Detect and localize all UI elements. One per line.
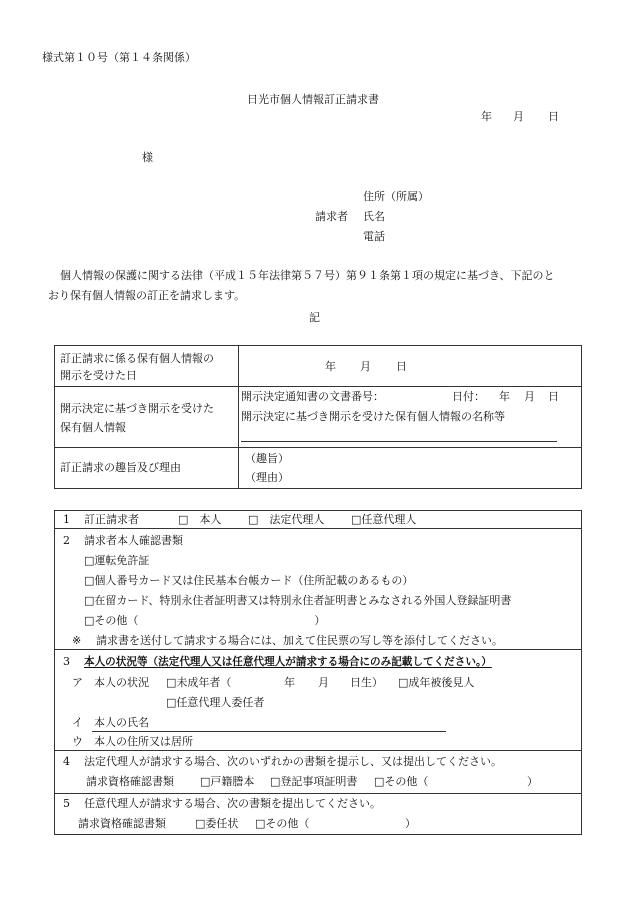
principal-birth-month[interactable]: 月 xyxy=(318,676,329,689)
notice-doc-number[interactable]: 開示決定通知書の文書番号： xyxy=(241,390,384,403)
family-register-checkbox[interactable]: □戸籍謄本 xyxy=(200,775,255,788)
section-1-label: 訂正請求者 xyxy=(84,513,139,526)
addressee-suffix: 様 xyxy=(142,151,153,164)
section-3a-mark: ア xyxy=(72,676,83,689)
disclosure-month[interactable]: 月 xyxy=(360,360,371,373)
principal-adult-ward-checkbox[interactable]: □成年被後見人 xyxy=(398,676,475,689)
notice-year[interactable]: 年 xyxy=(499,390,510,403)
disclosed-info-name-line[interactable] xyxy=(241,441,557,442)
section-4-number: 4 xyxy=(63,755,70,768)
section-5-docs-label: 請求資格確認書類 xyxy=(78,817,166,830)
principal-name-line[interactable] xyxy=(92,731,446,732)
ki-label: 記 xyxy=(309,311,320,324)
disclosed-info-name-label: 開示決定に基づき開示を受けた保有個人情報の名称等 xyxy=(241,410,505,423)
section-4-other-close: ） xyxy=(527,775,538,788)
form-number: 様式第１０号（第１４条関係） xyxy=(42,51,196,64)
disclosed-info-label-2: 保有個人情報 xyxy=(60,421,126,434)
section-5-heading: 任意代理人が請求する場合、次の書類を提出してください。 xyxy=(84,797,381,810)
purpose-reason-label: 訂正請求の趣旨及び理由 xyxy=(60,461,181,474)
registry-certificate-checkbox[interactable]: □登記事項証明書 xyxy=(270,775,358,788)
section-3i-mark: イ xyxy=(72,716,83,729)
disclosed-info-label: 開示決定に基づき開示を受けた xyxy=(60,402,214,415)
requester-legal-rep-checkbox[interactable]: □ 法定代理人 xyxy=(248,513,325,526)
section-3-heading: 本人の状況等（法定代理人又は任意代理人が請求する場合にのみ記載してください。） xyxy=(84,656,492,668)
section-5-other-checkbox[interactable]: □その他（ xyxy=(255,817,310,830)
section-4-heading: 法定代理人が請求する場合、次のいずれかの書類を提示し、又は提出してください。 xyxy=(84,755,502,768)
section-2-note: 請求書を送付して請求する場合には、加えて住民票の写し等を添付してください。 xyxy=(96,634,503,647)
section-2-heading: 請求者本人確認書類 xyxy=(84,534,183,547)
notice-month[interactable]: 月 xyxy=(524,390,535,403)
principal-agent-delegator-checkbox[interactable]: □任意代理人委任者 xyxy=(166,696,265,709)
requester-name-label: 氏名 xyxy=(363,210,385,223)
section-5-number: 5 xyxy=(63,797,70,810)
date-year-label: 年 xyxy=(481,110,492,123)
principal-address-label: 本人の住所又は居所 xyxy=(94,735,193,748)
id-residence-card-checkbox[interactable]: □在留カード、特別永住者証明書又は特別永住者証明書とみなされる外国人登録証明書 xyxy=(84,594,512,607)
section-2-number: 2 xyxy=(63,534,70,547)
section-3-number: 3 xyxy=(63,655,70,668)
id-mynumber-card-checkbox[interactable]: □個人番号カード又は住民基本台帳カード（住所記載のあるもの） xyxy=(84,574,414,587)
purpose-label[interactable]: （趣旨） xyxy=(245,452,289,465)
principal-name-label: 本人の氏名 xyxy=(94,716,149,729)
requester-label: 請求者 xyxy=(315,210,348,223)
notice-date-label: 日付： xyxy=(452,390,485,403)
notice-day[interactable]: 日 xyxy=(548,390,559,403)
disclosure-year[interactable]: 年 xyxy=(325,360,336,373)
section-1-number: 1 xyxy=(63,513,70,526)
principal-birth-day[interactable]: 日生） xyxy=(350,676,383,689)
principal-address-line[interactable] xyxy=(92,750,446,751)
disclosure-date-label: 訂正請求に係る保有個人情報の xyxy=(60,352,214,365)
body-text-line-1: 個人情報の保護に関する法律（平成１５年法律第５７号）第９１条第１項の規定に基づき、下記のと xyxy=(60,269,555,282)
requester-self-checkbox[interactable]: □ 本人 xyxy=(178,513,222,526)
principal-birth-year[interactable]: 年 xyxy=(284,676,295,689)
section-5-other-close: ） xyxy=(405,817,416,830)
requester-phone-label: 電話 xyxy=(363,230,385,243)
section-4-other-checkbox[interactable]: □その他（ xyxy=(374,775,429,788)
disclosure-day[interactable]: 日 xyxy=(396,360,407,373)
section-2-note-mark: ※ xyxy=(72,634,82,647)
power-of-attorney-checkbox[interactable]: □委任状 xyxy=(195,817,239,830)
date-day-label: 日 xyxy=(548,110,559,123)
document-title: 日光市個人情報訂正請求書 xyxy=(247,93,379,106)
id-other-checkbox[interactable]: □その他（ ） xyxy=(84,614,326,627)
reason-label[interactable]: （理由） xyxy=(245,471,289,484)
requester-address-label: 住所（所属） xyxy=(363,190,429,203)
section-4-docs-label: 請求資格確認書類 xyxy=(86,775,174,788)
disclosure-date-label-2: 開示を受けた日 xyxy=(60,369,137,382)
body-text-line-2: おり保有個人情報の訂正を請求します。 xyxy=(48,289,246,302)
section-3u-mark: ウ xyxy=(72,735,83,748)
principal-minor-checkbox[interactable]: □未成年者（ xyxy=(166,676,232,689)
requester-agent-checkbox[interactable]: □任意代理人 xyxy=(351,513,417,526)
id-drivers-license-checkbox[interactable]: □運転免許証 xyxy=(84,554,150,567)
date-month-label: 月 xyxy=(513,110,524,123)
section-3a-label: 本人の状況 xyxy=(94,676,149,689)
